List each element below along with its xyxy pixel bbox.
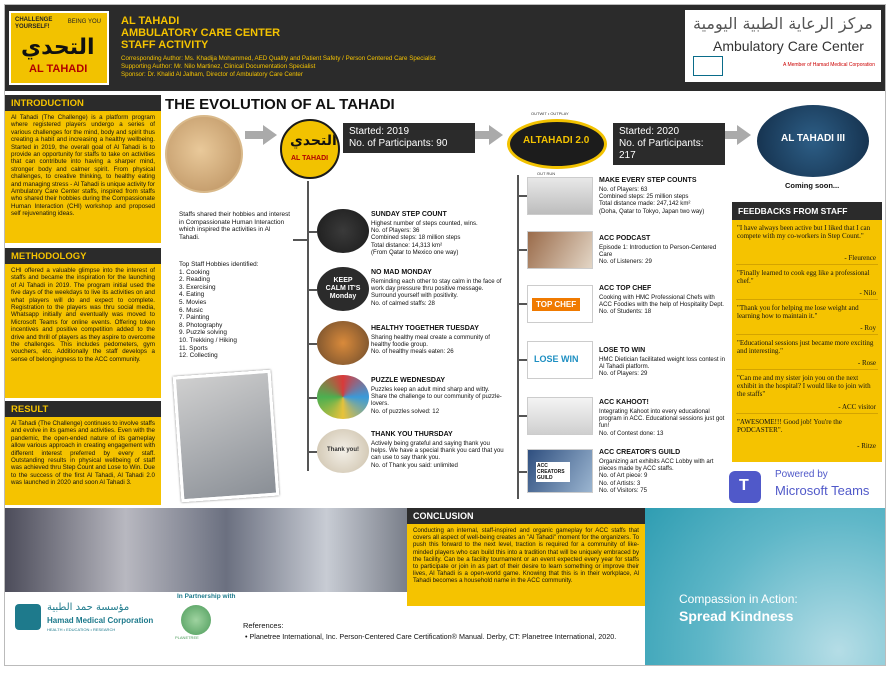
activity-description bbox=[371, 278, 507, 307]
smartwatch-image bbox=[317, 209, 369, 253]
hobbies-intro: Staffs shared their hobbies and interest in Compassionate Human Interaction which inspired the activities in Al Tahadi. bbox=[179, 211, 291, 241]
activity-connector bbox=[517, 471, 527, 473]
activity-line: Puzzles keep an adult mind sharp and witty. Share the challenge to our community of puzzle-lovers. bbox=[371, 386, 502, 408]
activity-line: No. of Art piece: 9 bbox=[599, 472, 648, 480]
activity-connector bbox=[517, 303, 527, 305]
partnership-label: In Partnership with bbox=[177, 593, 236, 600]
compassion-line-2: Spread Kindness bbox=[679, 608, 794, 624]
hobby-item: 12. Collecting bbox=[179, 352, 218, 360]
feedback-quote: "AWESOME!!! Good job! You're the PODCASTER". bbox=[737, 418, 842, 434]
activity-connector bbox=[307, 397, 317, 399]
activity-title: HEALTHY TOGETHER TUESDAY bbox=[371, 325, 479, 332]
activity-description bbox=[599, 408, 729, 437]
activity-line: Total distance made: 247,142 km² bbox=[599, 200, 691, 208]
planetree-logo-icon bbox=[181, 605, 211, 635]
teams-name: Microsoft Teams bbox=[775, 483, 870, 498]
teams-icon: T bbox=[729, 471, 761, 503]
activity-connector bbox=[307, 343, 317, 345]
compassion-in-action-banner bbox=[645, 508, 886, 666]
feedback-divider bbox=[736, 264, 878, 265]
thank-you-card-image bbox=[317, 429, 369, 473]
activity-line: No. of Thank you said: unlimited bbox=[371, 461, 458, 469]
stage1-logo-english: AL TAHADI bbox=[291, 155, 329, 162]
activity-title: ACC TOP CHEF bbox=[599, 285, 652, 292]
activity-connector bbox=[307, 289, 317, 291]
creators-guild-image bbox=[527, 449, 593, 493]
amb-logo-arabic: مركز الرعاية الطبية اليومية bbox=[693, 14, 873, 33]
feedback-quote: "Thank you for helping me lose weight and learning how to maintain it." bbox=[737, 304, 859, 320]
teams-powered-by: Powered by bbox=[775, 469, 828, 480]
activity-description bbox=[599, 244, 729, 266]
ambulatory-care-logo bbox=[685, 10, 881, 82]
hobbies-connector bbox=[293, 239, 309, 241]
activity-line: Actively being grateful and saying thank you helps. We have a special thank you card that you can use to say thank you. bbox=[371, 440, 504, 462]
result-text: Al Tahadi (The Challenge) continues to involve staffs and evolve in its games and activities. Even with the pandemic, the open-ended nature of its gameplay allow various approach in creating engagement with different interest preferred by every staff. Outstanding results in physical wellbeing of staff was achieved thru Step Count and Lose to Win. Due to the success of the first Al Tahadi, Al Tahadi 2.0 was launched in 2020 and soon Al Tahadi 3. bbox=[5, 417, 161, 505]
healthy-meal-image bbox=[317, 321, 369, 365]
stage2-logo-top: OUTWIT • OUTPLAY bbox=[531, 111, 569, 116]
feedback-divider bbox=[736, 413, 878, 414]
activity-line: No. of Listeners: 29 bbox=[599, 258, 652, 266]
activity-description bbox=[599, 186, 729, 215]
thank-you-card-text: Thank you! bbox=[326, 447, 359, 453]
title-line-3: STAFF ACTIVITY bbox=[121, 39, 209, 51]
hobby-item: 6. Music bbox=[179, 306, 203, 314]
feedback-author: - Fleurence bbox=[844, 254, 876, 262]
activity-connector bbox=[307, 231, 317, 233]
planetree-label: PLANETREE bbox=[175, 635, 199, 640]
activity-description bbox=[599, 356, 729, 378]
arrow-right-icon bbox=[263, 125, 277, 145]
logo-arabic: التحدي bbox=[21, 35, 95, 60]
feedbacks-panel bbox=[732, 220, 882, 462]
hmc-arabic: مؤسسة حمد الطبية bbox=[47, 602, 130, 613]
hamad-medical-corporation-logo bbox=[15, 602, 165, 638]
hobby-item: 3. Exercising bbox=[179, 283, 216, 291]
activity-description bbox=[371, 386, 507, 415]
stage1-logo-arabic: التحدي bbox=[290, 133, 337, 149]
activity-connector bbox=[517, 359, 527, 361]
title-line-1: AL TAHADI bbox=[121, 15, 180, 27]
hobby-item: 11. Sports bbox=[179, 344, 208, 352]
stage3-status: Coming soon... bbox=[785, 181, 840, 190]
references-heading: References: bbox=[243, 621, 284, 630]
feedback-divider bbox=[736, 299, 878, 300]
activity-title: SUNDAY STEP COUNT bbox=[371, 211, 447, 218]
logo-tagline: CHALLENGE YOURSELF! bbox=[15, 17, 53, 30]
title-line-2: AMBULATORY CARE CENTER bbox=[121, 27, 281, 39]
activity-line: (Doha, Qatar to Tokyo, Japan two way) bbox=[599, 207, 705, 215]
activity-title: LOSE TO WIN bbox=[599, 347, 646, 354]
stage3-logo-label: AL TAHADI III bbox=[781, 133, 846, 144]
activity-connector bbox=[517, 415, 527, 417]
al-tahadi-3-logo bbox=[757, 105, 869, 177]
hobby-item: 1. Cooking bbox=[179, 268, 210, 276]
lose-to-win-image bbox=[527, 341, 593, 379]
hobby-item: 2. Reading bbox=[179, 276, 210, 284]
evolution-title: THE EVOLUTION OF AL TAHADI bbox=[165, 96, 395, 113]
activity-line: No. of Artists: 3 bbox=[599, 479, 641, 487]
microsoft-teams-logo bbox=[729, 467, 883, 509]
hmc-tagline: HEALTH • EDUCATION • RESEARCH bbox=[47, 627, 116, 632]
conclusion-heading: CONCLUSION bbox=[407, 508, 645, 524]
feedback-author: - Nilo bbox=[859, 289, 876, 297]
stage1-started: Started: 2019 bbox=[349, 126, 410, 137]
activity-line: (From Qatar to Mexico one way) bbox=[371, 248, 459, 256]
methodology-heading: METHODOLOGY bbox=[5, 248, 161, 264]
podcast-image bbox=[527, 231, 593, 269]
activity-line: No. of Players: 36 bbox=[371, 227, 420, 235]
activity-line: No. of calmed staffs: 28 bbox=[371, 299, 435, 307]
stage2-info bbox=[613, 123, 725, 165]
activity-title: ACC CREATOR'S GUILD bbox=[599, 449, 681, 456]
keep-calm-text: KEEP CALM IT'S Monday bbox=[325, 277, 361, 300]
introduction-text: Al Tahadi (The Challenge) is a platform program where registered players undergo a series of various challenges for the mind, body and spirit thus creating a habit and increasing a healthy wellbeing. Started in 2019, the overall goal of Al Tahadi is to provide an opportunity for staffs to take on activities that can contribute into having a sharper mind, stronger body and calmer spirit. From physical challenges, to creative thinking, to healthy eating and managing stress - Al Tahadi is unique activity for Ambulatory Care Center staffs, inspired from staffs who shared their hobbies during the Compassionate Human Interaction (CHI) workshop and proposed self rejuvenating ideas. bbox=[5, 111, 161, 243]
activity-line: Integrating Kahoot into every educational program in ACC. Educational sessions just got fun! bbox=[599, 408, 725, 430]
activity-line: No. of puzzles solved: 12 bbox=[371, 407, 440, 415]
activity-line: No. of Visitors: 75 bbox=[599, 486, 647, 494]
hobby-item: 8. Photography bbox=[179, 321, 223, 329]
compassion-line-1: Compassion in Action: bbox=[679, 592, 798, 606]
feedback-quote: "I have always been active but I liked that I can compete with my co-workers in Step Count." bbox=[737, 224, 871, 240]
activity-line: No. of Players: 29 bbox=[599, 370, 648, 378]
hobbies-list bbox=[179, 261, 289, 360]
creators-guild-text: ACC CREATORS GUILD bbox=[536, 462, 570, 482]
timeline-2020-line bbox=[517, 175, 519, 499]
feedback-author: - ACC visitor bbox=[838, 403, 876, 411]
activity-line: Organizing art exhibits ACC Lobby with art pieces made by ACC staffs. bbox=[599, 458, 714, 473]
activity-title: ACC PODCAST bbox=[599, 235, 651, 242]
hobby-item: 9. Puzzle solving bbox=[179, 329, 227, 337]
stage2-started: Started: 2020 bbox=[619, 126, 680, 137]
feedback-quote: "Finally learned to cook egg like a professional chef." bbox=[737, 269, 870, 285]
poster-title bbox=[121, 15, 280, 51]
hobby-item: 4. Eating bbox=[179, 291, 205, 299]
activity-line: Total distance: 14,313 km² bbox=[371, 241, 443, 249]
activity-title: MAKE EVERY STEP COUNTS bbox=[599, 177, 697, 184]
arrow-right-icon bbox=[737, 125, 751, 145]
activity-title: ACC KAHOOT! bbox=[599, 399, 649, 406]
al-tahadi-2019-logo bbox=[280, 119, 340, 179]
puzzle-image bbox=[317, 375, 369, 419]
amb-logo-sub: A Member of Hamad Medical Corporation bbox=[783, 62, 875, 68]
activity-line: No. of Students: 18 bbox=[599, 308, 652, 316]
activity-line: No. of Contest done: 13 bbox=[599, 429, 664, 437]
feedback-quote: "Can me and my sister join you on the next exhibit in the hospital? I would like to join with the staffs" bbox=[737, 374, 871, 398]
hobby-item: 10. Trekking / Hiking bbox=[179, 336, 237, 344]
stage2-participants: No. of Participants: 217 bbox=[619, 138, 704, 161]
authors bbox=[121, 55, 436, 79]
logo-english: AL TAHADI bbox=[29, 63, 88, 75]
feedback-author: - Ritze bbox=[857, 442, 876, 450]
author-supporting: Supporting Author: Mr. Nilo Martinez, Clinical Documentation Specialist bbox=[121, 63, 316, 70]
result-heading: RESULT bbox=[5, 401, 161, 417]
activity-title: THANK YOU THURSDAY bbox=[371, 431, 453, 438]
timeline-arrow-1-bar bbox=[245, 131, 265, 139]
feedback-author: - Roy bbox=[860, 324, 876, 332]
activity-line: No. of healthy meals eaten: 26 bbox=[371, 348, 454, 356]
author-corresponding: Corresponding Author: Ms. Khadija Mohammed, AED Quality and Patient Safety / Person Centered Care Specialist bbox=[121, 55, 436, 62]
activity-line: Episode 1: Introduction to Person-Centered Care bbox=[599, 244, 717, 259]
stage2-logo-bottom: OUT RUN bbox=[537, 171, 556, 176]
logo-tagline-right: BEING YOU bbox=[67, 19, 101, 25]
stage2-logo-label: ALTAHADI 2.0 bbox=[523, 135, 590, 146]
activity-description bbox=[599, 458, 729, 494]
feedback-divider bbox=[736, 369, 878, 370]
references-text: • Planetree International, Inc. Person-Centered Care Certification® Manual. Derby, CT: Planetree International, 2020. bbox=[245, 632, 617, 641]
poster bbox=[4, 4, 886, 666]
activity-description bbox=[599, 294, 729, 316]
introduction-heading: INTRODUCTION bbox=[5, 95, 161, 111]
top-chef-image bbox=[527, 285, 593, 323]
al-tahadi-2-logo bbox=[501, 109, 611, 179]
activity-description bbox=[371, 440, 507, 469]
pedometer-image bbox=[527, 177, 593, 215]
feedbacks-heading: FEEDBACKS FROM STAFF bbox=[732, 202, 882, 220]
activity-description bbox=[371, 334, 507, 356]
children-illustration-image bbox=[165, 115, 243, 193]
activity-title: PUZZLE WEDNESDAY bbox=[371, 377, 446, 384]
hobbies-list-title: Top Staff Hobbies identified: bbox=[179, 261, 259, 268]
top-chef-text: TOP CHEF bbox=[532, 298, 580, 311]
conclusion-text: Conducting an internal, staff-inspired and organic gameplay for ACC staffs that covers all aspect of well-being creates an "Al Tahadi" moment for the organizers. To push this forward to the next level, traction is required for a community of like-minded players who can build this into a tradition that will be uniquely embraced by the facility. Can be a facility tournament or an event expected every year for staffs to participate or join in as part of their desire to learn something or improve their lives, Al Tahadi is a open-world game. Knowing that this is in their workplace, Al Tahadi becomes a household name in the ACC community. bbox=[407, 524, 645, 606]
staff-activity-photo bbox=[173, 370, 280, 503]
feedback-author: - Rose bbox=[857, 359, 876, 367]
staff-group-photos bbox=[5, 508, 407, 592]
activity-line: Combined steps: 18 million steps bbox=[371, 234, 461, 242]
activity-connector bbox=[517, 195, 527, 197]
hmc-mark-icon bbox=[693, 56, 723, 76]
hmc-logo-icon bbox=[15, 604, 41, 630]
author-sponsor: Sponsor: Dr. Khalid Al Jalham, Director of Ambulatory Care Center bbox=[121, 71, 303, 78]
poster-header bbox=[5, 5, 886, 91]
feedback-divider bbox=[736, 334, 878, 335]
activity-connector bbox=[307, 451, 317, 453]
hobby-item: 5. Movies bbox=[179, 298, 207, 306]
activity-connector bbox=[517, 249, 527, 251]
amb-logo-english: Ambulatory Care Center bbox=[713, 38, 864, 54]
al-tahadi-logo bbox=[9, 11, 109, 85]
activity-line: Combined steps: 25 million steps bbox=[599, 193, 689, 201]
activity-line: Reminding each other to stay calm in the face of work day pressure thru positive message. Surround yourself with positivity. bbox=[371, 278, 502, 300]
timeline-2019-line bbox=[307, 181, 309, 471]
activity-line: HMC Dietician facilitated weight loss contest in Al Tahadi platform. bbox=[599, 356, 725, 371]
methodology-text: CHI offered a valuable glimpse into the interest of staffs and became the inspiration for the launching of Al Tahadi in 2019. The program initial used the five days of the weekdays to live its activities on and what players will do and expect to complete. Registration to the players was thru social media, Whatsapp initially and eventually was moved to Microsoft Teams for online events. Offering token incentives and positive competition added to the drive and thrill of players as they aspire to overcome the challenges. This includes pedometers, gym vouchers, etc. Additionally the staff develops a sense of belongingness to the ACC community. bbox=[5, 264, 161, 398]
kahoot-image bbox=[527, 397, 593, 435]
activity-description bbox=[371, 220, 507, 256]
stage1-info bbox=[343, 123, 475, 153]
activity-line: Sharing healthy meal create a community of healthy foodie group. bbox=[371, 334, 490, 349]
feedback-quote: "Educational sessions just became more exciting and interesting." bbox=[737, 339, 874, 355]
stage1-participants: No. of Participants: 90 bbox=[349, 138, 448, 149]
hmc-english: Hamad Medical Corporation bbox=[47, 616, 154, 625]
activity-line: Highest number of steps counted, wins. bbox=[371, 220, 478, 227]
hobby-item: 7. Painting bbox=[179, 314, 210, 322]
activity-line: Cooking with HMC Professional Chefs with ACC Foodies with the help of Hospitality Dept. bbox=[599, 294, 724, 309]
activity-title: NO MAD MONDAY bbox=[371, 269, 432, 276]
activity-line: No. of Players: 63 bbox=[599, 186, 648, 193]
lose-to-win-text: LOSE WIN bbox=[534, 354, 579, 364]
keep-calm-image bbox=[317, 267, 369, 311]
